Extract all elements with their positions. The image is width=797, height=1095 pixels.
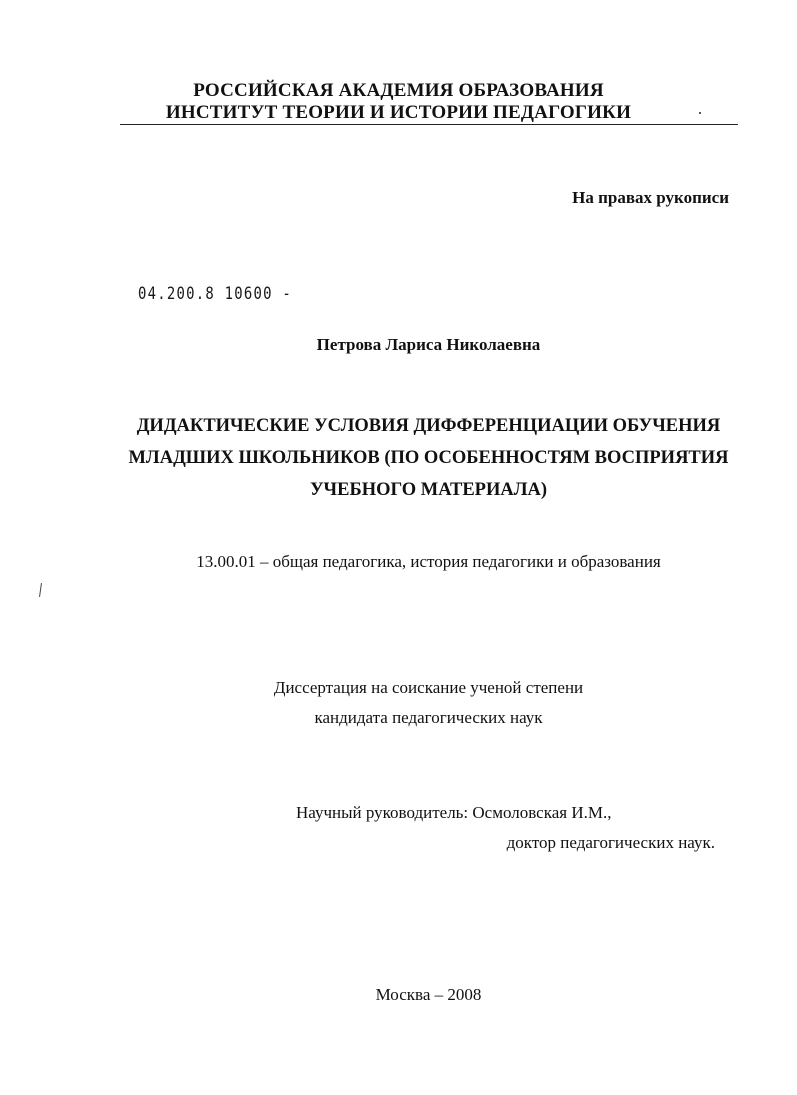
supervisor-line: Научный руководитель: Осмоловская И.М., bbox=[296, 803, 612, 822]
degree-statement-line: кандидата педагогических наук bbox=[314, 708, 543, 727]
author-name: Петрова Лариса Николаевна bbox=[316, 335, 541, 354]
header-underline bbox=[120, 124, 738, 125]
rights-note: На правах рукописи bbox=[572, 188, 729, 207]
margin-mark bbox=[39, 583, 42, 597]
supervisor-degree: доктор педагогических наук. bbox=[506, 833, 715, 852]
archive-stamp: 04.200.8 10600 - bbox=[138, 284, 292, 304]
degree-statement-line: Диссертация на соискание ученой степени bbox=[273, 678, 584, 697]
city-year: Москва – 2008 bbox=[375, 985, 482, 1004]
institute-name: ИНСТИТУТ ТЕОРИИ И ИСТОРИИ ПЕДАГОГИКИ bbox=[165, 102, 632, 123]
dissertation-title-line: МЛАДШИХ ШКОЛЬНИКОВ (ПО ОСОБЕННОСТЯМ ВОСПРИЯТИЯ bbox=[128, 448, 729, 468]
dissertation-title-line: УЧЕБНОГО МАТЕРИАЛА) bbox=[309, 480, 548, 500]
organization-name: РОССИЙСКАЯ АКАДЕМИЯ ОБРАЗОВАНИЯ bbox=[193, 80, 604, 101]
specialty-code: 13.00.01 – общая педагогика, история педагогики и образования bbox=[196, 552, 661, 571]
dissertation-title-line: ДИДАКТИЧЕСКИЕ УСЛОВИЯ ДИФФЕРЕНЦИАЦИИ ОБУЧЕНИЯ bbox=[136, 416, 721, 436]
scan-speck bbox=[699, 112, 701, 114]
